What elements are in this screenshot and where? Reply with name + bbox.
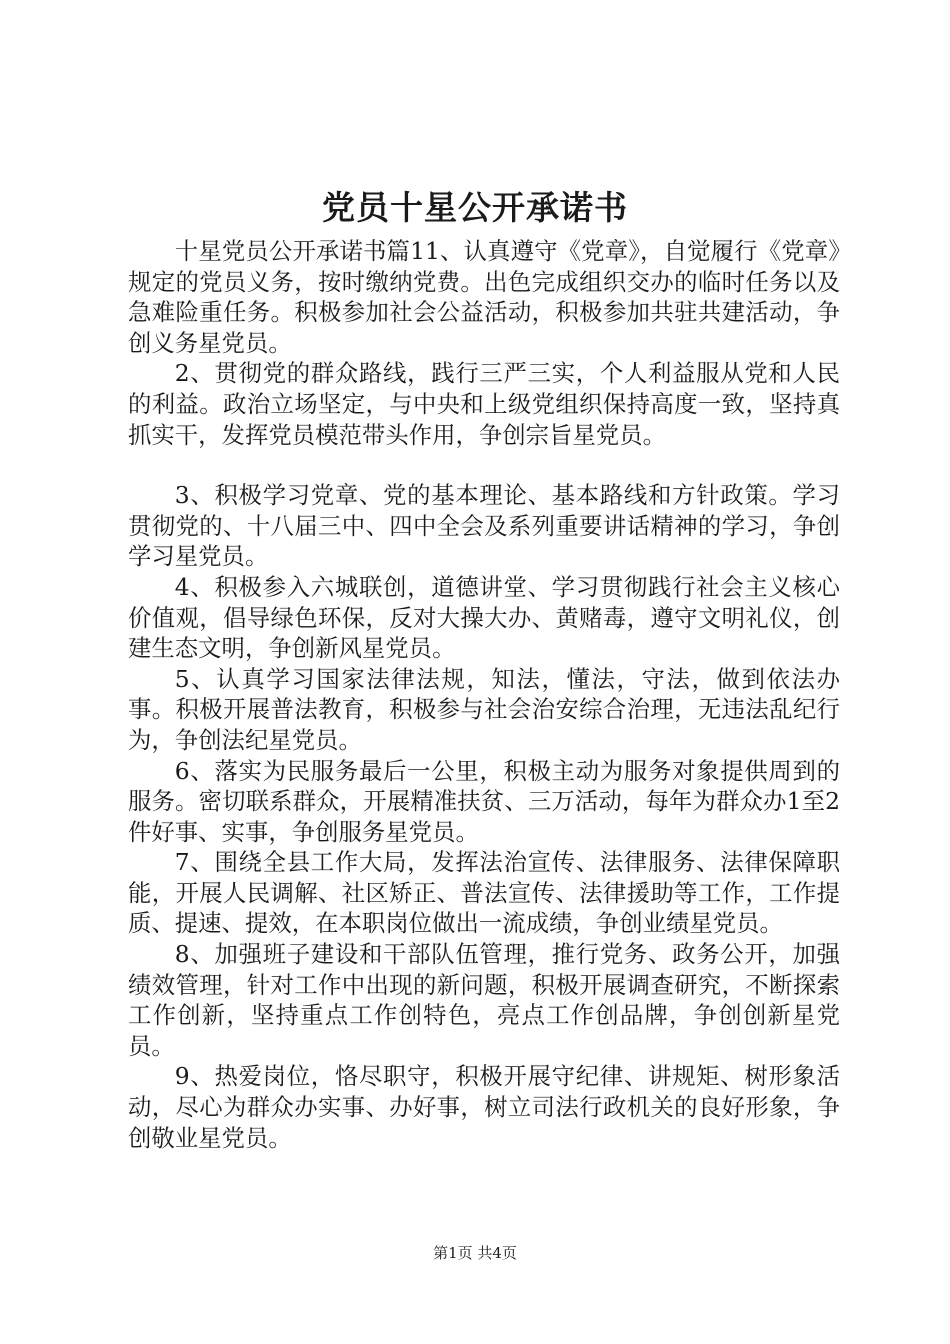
paragraph-8: 8、加强班子建设和干部队伍管理，推行党务、政务公开，加强绩效管理，针对工作中出现的新问题，积极开展调查研究，不断探索工作创新，坚持重点工作创特色，亮点工作创品牌，争创创新星党员。 [128,940,840,1060]
paragraph-6: 6、落实为民服务最后一公里，积极主动为服务对象提供周到的服务。密切联系群众，开展精准扶贫、三万活动，每年为群众办1至2件好事、实事，争创服务星党员。 [128,756,840,846]
paragraph-9: 9、热爱岗位，恪尽职守，积极开展守纪律、讲规矩、树形象活动，尽心为群众办实事、办好事，树立司法行政机关的良好形象，争创敬业星党员。 [128,1062,840,1152]
paragraph-2: 2、贯彻党的群众路线，践行三严三实，个人利益服从党和人民的利益。政治立场坚定，与中央和上级党组织保持高度一致，坚持真抓实干，发挥党员模范带头作用，争创宗旨星党员。 [128,359,840,449]
paragraph-7: 7、围绕全县工作大局，发挥法治宣传、法律服务、法律保障职能，开展人民调解、社区矫正、普法宣传、法律援助等工作，工作提质、提速、提效，在本职岗位做出一流成绩，争创业绩星党员。 [128,848,840,938]
page-number: 第1页 共4页 [433,1244,517,1262]
document-title: 党员十星公开承诺书 [322,188,628,227]
paragraph-4: 4、积极参入六城联创，道德讲堂、学习贯彻践行社会主义核心价值观，倡导绿色环保，反对大操大办、黄赌毒，遵守文明礼仪，创建生态文明，争创新风星党员。 [128,572,840,663]
paragraph-1: 十星党员公开承诺书篇11、认真遵守《党章》，自觉履行《党章》规定的党员义务，按时缴纳党费。出色完成组织交办的临时任务以及急难险重任务。积极参加社会公益活动，积极参加共驻共建活动，争创义务星党员。 [128,237,840,357]
document-body [128,236,840,1153]
paragraph-5: 5、认真学习国家法律法规，知法，懂法，守法，做到依法办事。积极开展普法教育，积极参与社会治安综合治理，无违法乱纪行为，争创法纪星党员。 [128,664,840,754]
paragraph-3: 3、积极学习党章、党的基本理论、基本路线和方针政策。学习贯彻党的、十八届三中、四中全会及系列重要讲话精神的学习，争创学习星党员。 [128,481,840,571]
